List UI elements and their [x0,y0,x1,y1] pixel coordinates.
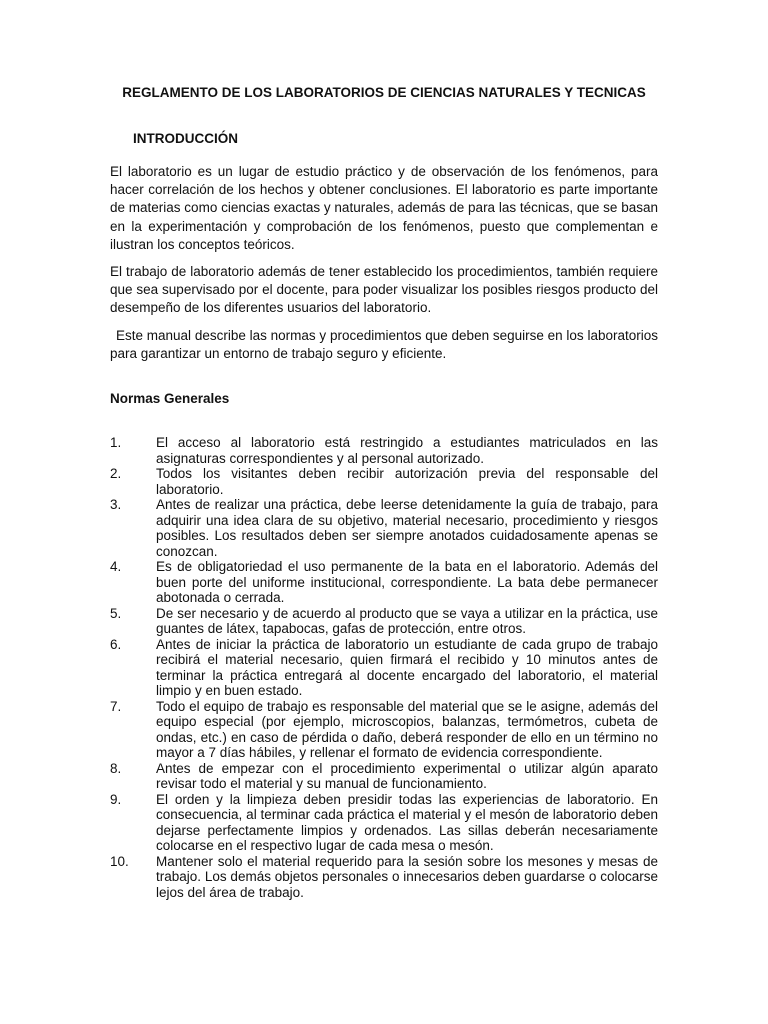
norm-number: 6. [110,636,122,652]
intro-paragraph-2: El trabajo de laboratorio además de tener establecido los procedimientos, también requiere que sea supervisado por el docente, para poder visualizar los posibles riesgos producto del desempeño de los diferentes usuarios del laboratorio. [110,264,658,316]
norm-text: Todo el equipo de trabajo es responsable del material que se le asigne, además del equipo especial (por ejemplo, microscopios, balanzas, termómetros, cubeta de ondas, etc.) en caso de pérdida o daño, deberá responder de ello en un término no mayor a 7 días hábiles, y rellenar el formato de evidencia correspondiente. [156,698,658,760]
norm-item [110,606,658,637]
norm-text: Todos los visitantes deben recibir autorización previa del responsable del laboratorio. [156,466,658,497]
general-norms-list [110,435,658,900]
norm-item [110,466,658,497]
general-norms-heading: Normas Generales [110,391,230,406]
norm-number: 7. [110,698,122,714]
norm-text: Antes de realizar una práctica, debe leerse detenidamente la guía de trabajo, para adquirir una idea clara de su objetivo, material necesario, procedimiento y riesgos posibles. Los resultados deben ser siempre anotados cuidadosamente apenas se conozcan. [156,497,658,559]
norm-number: 4. [110,559,122,574]
intro-paragraph-3: Este manual describe las normas y procedimientos que deben seguirse en los laboratorios para garantizar un entorno de trabajo seguro y eficiente. [110,328,658,362]
norm-item [110,792,658,854]
norm-number: 3. [110,497,122,512]
norm-text: Antes de iniciar la práctica de laboratorio un estudiante de cada grupo de trabajo recibirá el material necesario, quien firmará el recibido y 10 minutos antes de terminar la práctica entregará al docente encargado del laboratorio, el material limpio y en buen estado. [156,636,658,698]
norm-number: 1. [110,435,122,450]
norm-item [110,497,658,559]
norm-number: 8. [110,760,122,776]
norm-number: 10. [110,853,129,869]
norm-text: Antes de empezar con el procedimiento experimental o utilizar algún aparato revisar todo el material y su manual de funcionamiento. [156,760,658,791]
norm-number: 2. [110,466,122,481]
norm-item [110,854,658,901]
norm-text: El acceso al laboratorio está restringido a estudiantes matriculados en las asignaturas correspondientes y al personal autorizado. [156,435,658,466]
intro-paragraph-1: El laboratorio es un lugar de estudio práctico y de observación de los fenómenos, para hacer correlación de los hechos y obtener conclusiones. El laboratorio es parte importante de materias como ciencias exactas y naturales, además de para las técnicas, que se basan en la experimentación y comprobación de los fenómenos, puesto que complementan e ilustran los conceptos teóricos. [110,164,658,252]
norm-item [110,559,658,606]
norm-item [110,761,658,792]
norm-item [110,435,658,466]
norm-text: El orden y la limpieza deben presidir todas las experiencias de laboratorio. En consecuencia, al terminar cada práctica el material y el mesón de laboratorio deben dejarse perfectamente limpios y ordenados. Las sillas deberán necesariamente colocarse en el respectivo lugar de cada mesa o mesón. [156,791,658,853]
introduction-heading: INTRODUCCIÓN [133,131,238,146]
norm-number: 9. [110,791,122,807]
norm-text: Es de obligatoriedad el uso permanente de la bata en el laboratorio. Además del buen porte del uniforme institucional, correspondiente. La bata debe permanecer abotonada o cerrada. [156,559,658,605]
document-title: REGLAMENTO DE LOS LABORATORIOS DE CIENCIAS NATURALES Y TECNICAS [122,85,646,100]
norm-item [110,699,658,761]
norm-item [110,637,658,699]
norm-text: Mantener solo el material requerido para la sesión sobre los mesones y mesas de trabajo. Los demás objetos personales o innecesarios deben guardarse o colocarse lejos del área de trabajo. [156,853,658,900]
norm-text: De ser necesario y de acuerdo al producto que se vaya a utilizar en la práctica, use guantes de látex, tapabocas, gafas de protección, entre otros. [156,605,658,636]
norm-number: 5. [110,605,122,621]
